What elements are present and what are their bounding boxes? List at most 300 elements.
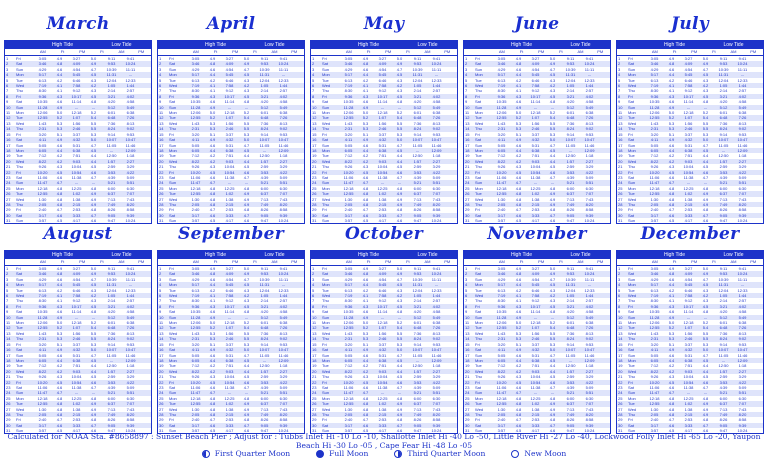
column-heading: PM	[79, 49, 86, 54]
tide-value: 3:37	[378, 131, 387, 137]
tide-value: 3:27	[225, 56, 234, 61]
tide-value: 5:09	[432, 174, 441, 180]
tide-value: 3:27	[378, 266, 387, 271]
tide-value: 2:15	[225, 411, 234, 417]
tide-value: 5.5	[90, 120, 97, 126]
tide-value: 5.5	[243, 336, 250, 342]
tide-value: 4:32	[531, 137, 540, 143]
tide-value: 9:53	[432, 341, 441, 347]
tide-value: 2:31	[650, 336, 659, 342]
day-number: 11	[159, 320, 164, 326]
tide-value: 10:39	[718, 66, 729, 72]
tide-value: 9:53	[126, 341, 135, 347]
low-tide-heading: Low Tide	[264, 42, 285, 48]
tide-value: 12:25	[530, 185, 541, 191]
tide-value: 7:36	[719, 120, 728, 126]
tide-value: 11:28	[190, 104, 201, 110]
tide-value: 12:09	[431, 357, 442, 363]
tide-value: 9:26	[191, 164, 200, 170]
day-number: 10	[312, 104, 317, 110]
tide-value: 4.2	[515, 158, 522, 164]
tide-value: 10:07	[565, 137, 576, 143]
tide-value: 4.9	[243, 61, 250, 67]
column-heading: Ft	[213, 259, 218, 264]
tide-value: 10:47	[278, 137, 289, 143]
day-number: 21	[312, 164, 317, 170]
tide-value: 4:11	[497, 347, 506, 353]
day-number: 18	[6, 357, 11, 363]
tide-value: 5:31	[531, 352, 540, 358]
tide-value: 3:37	[72, 131, 81, 137]
tide-value: 4:54	[225, 66, 234, 72]
weekday: Tue	[16, 191, 23, 197]
tide-value: 7:43	[432, 406, 441, 412]
tide-value: 10:17	[71, 93, 82, 99]
weekday: Mon	[169, 357, 177, 363]
tide-value: 4.5	[668, 428, 675, 434]
tide-value: 3:33	[378, 212, 387, 218]
tide-value: 6:05	[650, 357, 659, 363]
tide-table-header	[311, 41, 457, 49]
tide-value: 8:20	[279, 411, 288, 417]
tide-value: 4.6	[515, 212, 522, 218]
tide-value: 3:29	[126, 374, 135, 380]
tide-value: 6:05	[650, 147, 659, 153]
tide-value: 4.6	[515, 174, 522, 180]
tide-value: 5.0	[515, 110, 522, 116]
tide-value: 4:39	[413, 384, 422, 390]
tide-value: 5.2	[549, 110, 556, 116]
tide-value: 7:19	[191, 83, 200, 89]
day-number: 26	[465, 401, 470, 407]
tide-value: 3:21	[413, 303, 422, 309]
tide-value: 12:18	[683, 320, 694, 326]
tide-value: 4.3	[668, 93, 675, 99]
tide-value: 1:30	[344, 406, 353, 412]
tide-value: 4:20	[566, 309, 575, 315]
day-number: 12	[6, 325, 11, 331]
tide-value: 4.9	[56, 137, 63, 143]
tide-value: 12:18	[649, 185, 660, 191]
weekday: Sat	[169, 309, 176, 315]
column-heading: Ft	[406, 259, 410, 264]
weekday: Fri	[628, 56, 633, 61]
day-number: 22	[618, 379, 623, 385]
weekday: Mon	[169, 282, 177, 288]
tide-value: 6:30	[126, 395, 135, 401]
tide-value: 11:47	[190, 180, 201, 186]
day-number: 11	[465, 110, 470, 116]
tide-value: 12:18	[343, 185, 354, 191]
day-number: 18	[465, 357, 470, 363]
tide-value: 11:28	[343, 314, 354, 320]
tide-value: 4.9	[243, 196, 250, 202]
day-number: 14	[312, 126, 317, 132]
tide-value: 7:49	[260, 411, 269, 417]
weekday: Fri	[16, 417, 21, 423]
tide-value: 12:50	[412, 153, 423, 159]
tide-value: 8:20	[738, 201, 747, 207]
tide-value: 3:17	[344, 422, 353, 428]
tide-value: 4:11	[191, 137, 200, 143]
day-number: 6	[465, 83, 468, 89]
tide-value: 5.4	[396, 115, 403, 121]
day-number: 19	[159, 153, 164, 159]
tide-value: 4:32	[531, 347, 540, 353]
tide-value: 5.3	[702, 131, 709, 137]
day-number: 20	[159, 368, 164, 374]
day-number: 15	[618, 131, 623, 137]
tide-value: 4.4	[209, 282, 216, 288]
tide-value: 5:49	[585, 104, 594, 110]
tide-value: 5:09	[279, 384, 288, 390]
tide-value: 2:46	[684, 126, 693, 132]
tide-value: 3:05	[344, 56, 353, 61]
tide-value: 5.3	[90, 131, 97, 137]
tide-value: 9:26	[191, 374, 200, 380]
day-number: 21	[618, 374, 623, 380]
day-number: 26	[6, 191, 11, 197]
tide-value: 10:04	[530, 374, 541, 380]
tide-value: 7:36	[107, 330, 116, 336]
tide-value: 2:46	[72, 336, 81, 342]
tide-value: 5:09	[279, 174, 288, 180]
tide-value: 6:05	[344, 357, 353, 363]
tide-table-header	[5, 251, 151, 259]
tide-value: 5.0	[56, 320, 63, 326]
weekday: Thu	[475, 411, 482, 417]
weekday: Sun	[16, 352, 24, 358]
tide-value: 4.7	[396, 66, 403, 72]
tide-value: 8:58	[126, 207, 135, 213]
legend-item	[511, 449, 566, 458]
tide-value: 4.6	[362, 276, 369, 282]
tide-value: 4.5	[549, 147, 556, 153]
tide-value: 4.5	[515, 218, 522, 224]
tide-value: --	[129, 282, 132, 288]
tide-value: 5:51	[585, 180, 594, 186]
tide-value: 4.9	[668, 314, 675, 320]
tide-value: --	[398, 390, 401, 396]
tide-value: 9:11	[413, 266, 422, 271]
tide-rows	[311, 56, 457, 224]
tide-value: 4.2	[549, 83, 556, 89]
weekday: Sun	[628, 352, 636, 358]
weekday: Wed	[475, 120, 484, 126]
tide-value: 11:47	[496, 180, 507, 186]
tide-value: 8:24	[719, 126, 728, 132]
weekday: Fri	[322, 303, 327, 309]
tide-value: 4:29	[344, 66, 353, 72]
tide-value: 4.5	[396, 282, 403, 288]
tide-value: 7:51	[684, 363, 693, 369]
weekday: Fri	[16, 56, 21, 61]
weekday: Sun	[475, 180, 483, 186]
weekday: Sat	[322, 212, 329, 218]
weekday: Sun	[16, 428, 24, 434]
tide-value: 1:02	[72, 191, 81, 197]
tide-value: 5:17	[344, 72, 353, 78]
day-number: 4	[312, 282, 315, 288]
tide-value: 6:30	[738, 185, 747, 191]
tide-rows	[5, 56, 151, 224]
day-number: 14	[6, 336, 11, 342]
tide-value: 5.0	[702, 347, 709, 353]
tide-value: 5.3	[56, 336, 63, 342]
tide-value: 12:33	[125, 287, 136, 293]
tide-value: 10:54	[683, 169, 694, 175]
weekday: Sun	[322, 218, 330, 224]
weekday: Sun	[475, 428, 483, 434]
tide-value: 4.9	[515, 314, 522, 320]
tide-value: 2:05	[497, 411, 506, 417]
weekday: Thu	[16, 298, 23, 304]
day-number: 17	[618, 142, 623, 148]
weekday: Mon	[16, 185, 24, 191]
day-number: 30	[159, 422, 164, 428]
tide-value: 9:14	[260, 131, 269, 137]
tide-value: 9:39	[585, 422, 594, 428]
tide-value: 4.6	[668, 276, 675, 282]
tide-value: 12:18	[71, 110, 82, 116]
tide-value: 12:55	[649, 191, 660, 197]
column-heading: Ft	[712, 49, 716, 54]
tide-value: 12:55	[343, 191, 354, 197]
tide-value: 11:38	[683, 174, 694, 180]
day-number: 1	[159, 56, 162, 61]
tide-value: 4.7	[515, 180, 522, 186]
tide-value: 2:31	[191, 126, 200, 132]
tide-value: 2:15	[225, 201, 234, 207]
tide-value: 11:05	[565, 142, 576, 148]
tide-value: 10:20	[496, 379, 507, 385]
day-number: 18	[465, 147, 470, 153]
tide-value: 4.2	[56, 153, 63, 159]
tide-value: 6:38	[432, 320, 441, 326]
tide-value: 6:30	[279, 395, 288, 401]
day-number: 29	[618, 417, 623, 423]
tide-value: 10:07	[565, 347, 576, 353]
weekday: Tue	[475, 77, 482, 83]
tide-value: 4.5	[90, 147, 97, 153]
tide-value: --	[75, 390, 78, 396]
day-number: 26	[618, 401, 623, 407]
tide-value: 9:26	[650, 164, 659, 170]
tide-value: 4:32	[225, 137, 234, 143]
tide-value: 4.8	[362, 271, 369, 277]
tide-value: 4.5	[396, 374, 403, 380]
tide-value: --	[398, 104, 401, 110]
tide-value: 4:09	[225, 271, 234, 277]
tide-value: 5.2	[515, 325, 522, 331]
tide-value: 11:38	[71, 384, 82, 390]
weekday: Wed	[475, 83, 484, 89]
tide-value: 5:21	[107, 390, 116, 396]
tide-value: 4.9	[549, 401, 556, 407]
tide-value: 4.6	[362, 422, 369, 428]
day-number: 26	[312, 401, 317, 407]
day-number: 11	[159, 110, 164, 116]
tide-value: 9:11	[107, 56, 116, 61]
column-heading: PM	[750, 49, 757, 54]
day-number: 20	[6, 368, 11, 374]
tide-value: 6:37	[107, 191, 116, 197]
tide-value: 7:58	[378, 293, 387, 299]
tide-value: 8:24	[719, 336, 728, 342]
tide-value: 2:46	[531, 126, 540, 132]
weekday: Fri	[169, 56, 174, 61]
tide-value: 3:29	[126, 164, 135, 170]
tide-value: 7:26	[432, 325, 441, 331]
weekday: Sun	[475, 390, 483, 396]
day-number: 24	[465, 390, 470, 396]
tide-value: 3:57	[497, 218, 506, 224]
tide-value: 9:11	[719, 266, 728, 271]
tide-value: 3:29	[738, 374, 747, 380]
weekday: Mon	[322, 357, 330, 363]
tide-value: 9:53	[107, 271, 116, 277]
tide-value: 6:46	[378, 287, 387, 293]
tide-value: 4.7	[515, 207, 522, 213]
day-number: 26	[6, 401, 11, 407]
tide-value: 5.3	[209, 126, 216, 132]
tide-value: 9:05	[719, 422, 728, 428]
day-number: 26	[618, 191, 623, 197]
tide-value: 4.4	[515, 147, 522, 153]
tide-value: 12:55	[649, 401, 660, 407]
weekday: Wed	[628, 83, 637, 89]
day-number: 27	[618, 406, 623, 412]
tide-value: 1:57	[107, 368, 116, 374]
tide-value: 3:05	[650, 266, 659, 271]
tide-value: 9:11	[260, 56, 269, 61]
weekday: Thu	[475, 374, 482, 380]
tide-value: 5:49	[432, 104, 441, 110]
tide-value: 10:17	[530, 303, 541, 309]
tide-value: 5.5	[702, 336, 709, 342]
tide-value: 11:05	[259, 142, 270, 148]
tide-rows	[311, 266, 457, 434]
tide-value: 3:17	[191, 212, 200, 218]
tide-value: 6:00	[107, 185, 116, 191]
weekday: Tue	[322, 153, 329, 159]
column-heading: AM	[651, 49, 658, 54]
tide-value: 4:22	[126, 379, 135, 385]
tide-value: 9:14	[413, 341, 422, 347]
tide-value: 4.7	[243, 142, 250, 148]
tide-value: 1:02	[378, 191, 387, 197]
weekday: Sun	[628, 428, 636, 434]
weekday: Sun	[169, 104, 177, 110]
tide-value: 4.5	[209, 218, 216, 224]
tide-value: 5:09	[126, 384, 135, 390]
tide-value: 4.2	[515, 287, 522, 293]
tide-value: 9:36	[497, 93, 506, 99]
day-number: 19	[618, 153, 623, 159]
tide-value: 9:12	[684, 88, 693, 94]
tide-value: 2:46	[378, 126, 387, 132]
tide-value: 9:03	[225, 158, 234, 164]
tide-value: 9:53	[585, 341, 594, 347]
tide-value: 4.9	[90, 401, 97, 407]
tide-value: 3:33	[72, 422, 81, 428]
month-title: March	[46, 14, 110, 34]
tide-value: 5:45	[225, 72, 234, 78]
tide-value: 9:36	[344, 93, 353, 99]
tide-value: --	[687, 104, 690, 110]
tide-value: 10:07	[412, 137, 423, 143]
weekday: Wed	[169, 330, 178, 336]
tide-value: 9:05	[413, 212, 422, 218]
tide-value: 5.2	[56, 325, 63, 331]
day-number: 25	[312, 185, 317, 191]
tide-value: 3:53	[260, 169, 269, 175]
tide-value: 4.8	[396, 185, 403, 191]
column-heading: AM	[424, 259, 431, 264]
tide-value: 9:05	[107, 212, 116, 218]
tide-value: 11:46	[584, 142, 595, 148]
tide-value: 2:46	[684, 336, 693, 342]
tide-value: 4.5	[56, 428, 63, 434]
weekday: Fri	[475, 207, 480, 213]
day-number: 22	[618, 169, 623, 175]
tide-value: 4.4	[668, 282, 675, 288]
tide-value: 4.9	[243, 401, 250, 407]
weekday: Sat	[475, 137, 482, 143]
tide-value: 2:53	[378, 417, 387, 423]
column-heading: AM	[498, 49, 505, 54]
tide-value: 3:29	[279, 374, 288, 380]
tide-value: 4:58	[126, 99, 135, 105]
tide-value: 3:29	[279, 164, 288, 170]
tide-value: 12:55	[649, 325, 660, 331]
weekday: Fri	[322, 379, 327, 385]
tide-value: 4.4	[668, 72, 675, 78]
tide-value: 4.9	[90, 406, 97, 412]
tide-value: 4:54	[531, 276, 540, 282]
tide-value: 9:53	[413, 271, 422, 277]
tide-value: 4:17	[378, 428, 387, 434]
tide-value: 4:20	[260, 99, 269, 105]
tide-value: 5.0	[396, 56, 403, 61]
tide-value: 5.0	[56, 110, 63, 116]
tide-value: 11:06	[649, 174, 660, 180]
day-number: 6	[6, 83, 9, 89]
tide-value: 6:48	[413, 115, 422, 121]
day-number: 23	[465, 174, 470, 180]
day-number: 8	[6, 303, 9, 309]
tide-value: 1:56	[72, 330, 81, 336]
tide-value: 4.9	[549, 271, 556, 277]
column-heading: AM	[730, 49, 737, 54]
tide-value: 12:50	[412, 363, 423, 369]
weekday: Sun	[628, 314, 636, 320]
weekday: Mon	[16, 320, 24, 326]
tide-value: 6:05	[191, 147, 200, 153]
tide-value: 4.7	[90, 142, 97, 148]
tide-value: --	[588, 282, 591, 288]
column-heading: AM	[577, 259, 584, 264]
tide-value: 4.4	[362, 357, 369, 363]
tide-value: 5.2	[668, 325, 675, 331]
tide-value: 11:38	[377, 174, 388, 180]
tide-value: 10:07	[412, 347, 423, 353]
tide-value: 10:04	[224, 374, 235, 380]
tide-value: --	[228, 104, 231, 110]
column-heading: PM	[597, 49, 604, 54]
tide-value: 1:38	[684, 196, 693, 202]
day-number: 8	[618, 303, 621, 309]
